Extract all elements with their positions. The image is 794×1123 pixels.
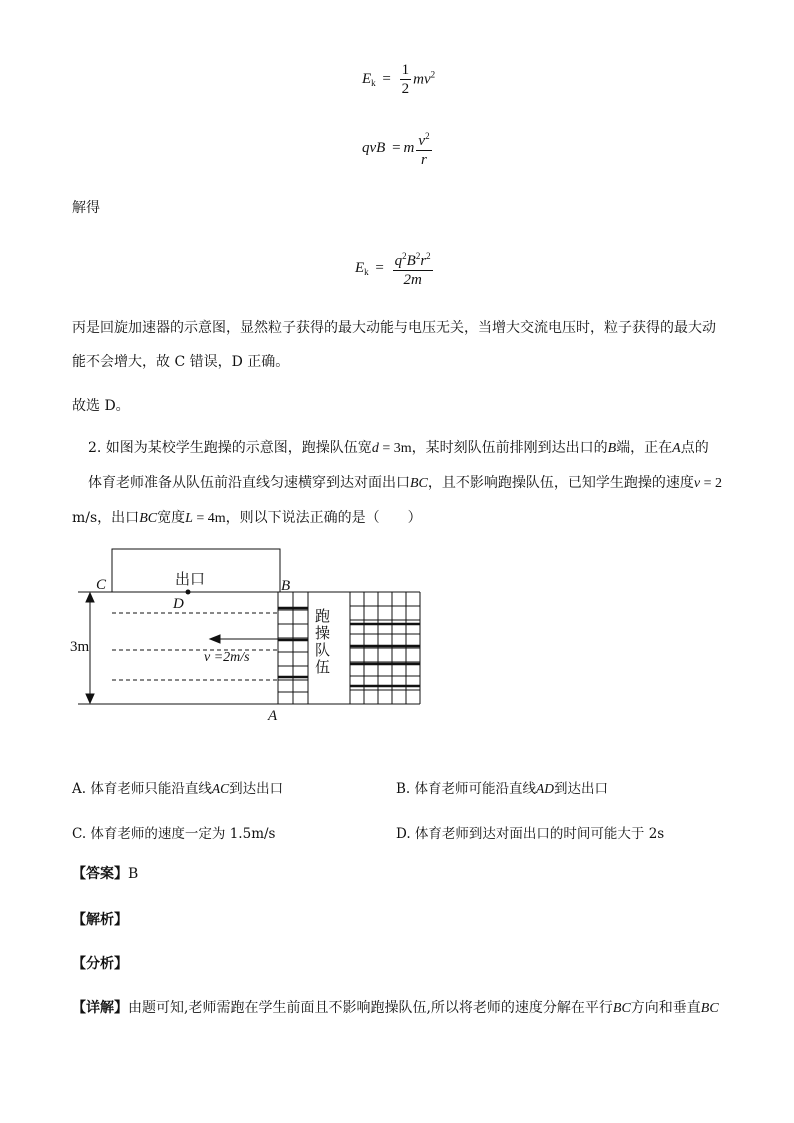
label-a: A: [268, 708, 278, 724]
label-d: D: [173, 596, 184, 612]
option-d[interactable]: D. 体育老师到达对面出口的时间可能大于 2s: [396, 826, 665, 842]
fraction-v2-over-r: $\frac{v^2}{r}$: [416, 128, 431, 169]
label-c: C: [96, 577, 107, 593]
analysis-tag: 【解析】: [72, 912, 128, 928]
ek-symbol: $E_k$: [362, 71, 376, 89]
team-label: 跑操队伍: [313, 608, 331, 676]
solve-label: 解得: [72, 200, 100, 216]
question-2: [72, 436, 738, 531]
question-line-1: 2. 如图为某校学生跑操的示意图，跑操队伍宽d = 3m，某时刻队伍前排刚到达出口的B端，正在A点的: [88, 440, 709, 456]
paragraph-line-1: 丙是回旋加速器的示意图，显然粒子获得的最大动能与电压无关，当增大交流电压时，粒子获得的最大动: [72, 320, 716, 336]
running-team-diagram: [70, 540, 430, 725]
answer-line: [72, 862, 138, 886]
option-a[interactable]: A. 体育老师只能沿直线AC到达出口: [72, 781, 284, 797]
velocity-label: v =2m/s: [204, 650, 250, 665]
exit-label: 出口: [175, 570, 206, 588]
label-b: B: [281, 578, 291, 594]
fraction-q2b2r2-over-2m: $\frac{q^2B^2r^2}{2m}$: [393, 248, 433, 289]
velocity-arrow-head: [210, 635, 220, 643]
option-c[interactable]: C. 体育老师的速度一定为 1.5m/s: [72, 826, 276, 842]
fenxi-tag: 【分析】: [72, 956, 128, 972]
answer-tag: 【答案】: [72, 866, 128, 882]
option-b[interactable]: B. 体育老师可能沿直线AD到达出口: [396, 781, 609, 797]
equation-lorentz-force: qvB = m $\frac{v^2}{r}$: [362, 128, 434, 169]
equation-kinetic-energy-result: $E_k$ = $\frac{q^2B^2r^2}{2m}$: [355, 248, 435, 289]
fraction-one-half: $\frac{1}{2}$: [401, 62, 410, 97]
equation-kinetic-energy: $E_k$ = $\frac{1}{2}$ $mv^2$: [362, 62, 436, 97]
question-line-2: 体育老师准备从队伍前沿直线匀速横穿到达对面出口BC，且不影响跑操队伍，已知学生跑操的速度v = 2: [88, 475, 723, 491]
paragraph-line-2: 能不会增大，故 C 错误，D 正确。: [72, 354, 290, 370]
question-line-3: m/s，出口BC宽度L = 4m，则以下说法正确的是（ ）: [72, 510, 422, 526]
point-d: [186, 590, 191, 595]
paragraph-cyclotron-explanation: [72, 316, 732, 374]
choose-answer-line: 故选 D。: [72, 398, 130, 414]
width-label: 3m: [70, 639, 90, 655]
detail-line: 【详解】由题可知,老师需跑在学生前面且不影响跑操队伍,所以将老师的速度分解在平行BC方向和垂直BC: [72, 1000, 719, 1016]
answer-value: B: [128, 866, 139, 882]
